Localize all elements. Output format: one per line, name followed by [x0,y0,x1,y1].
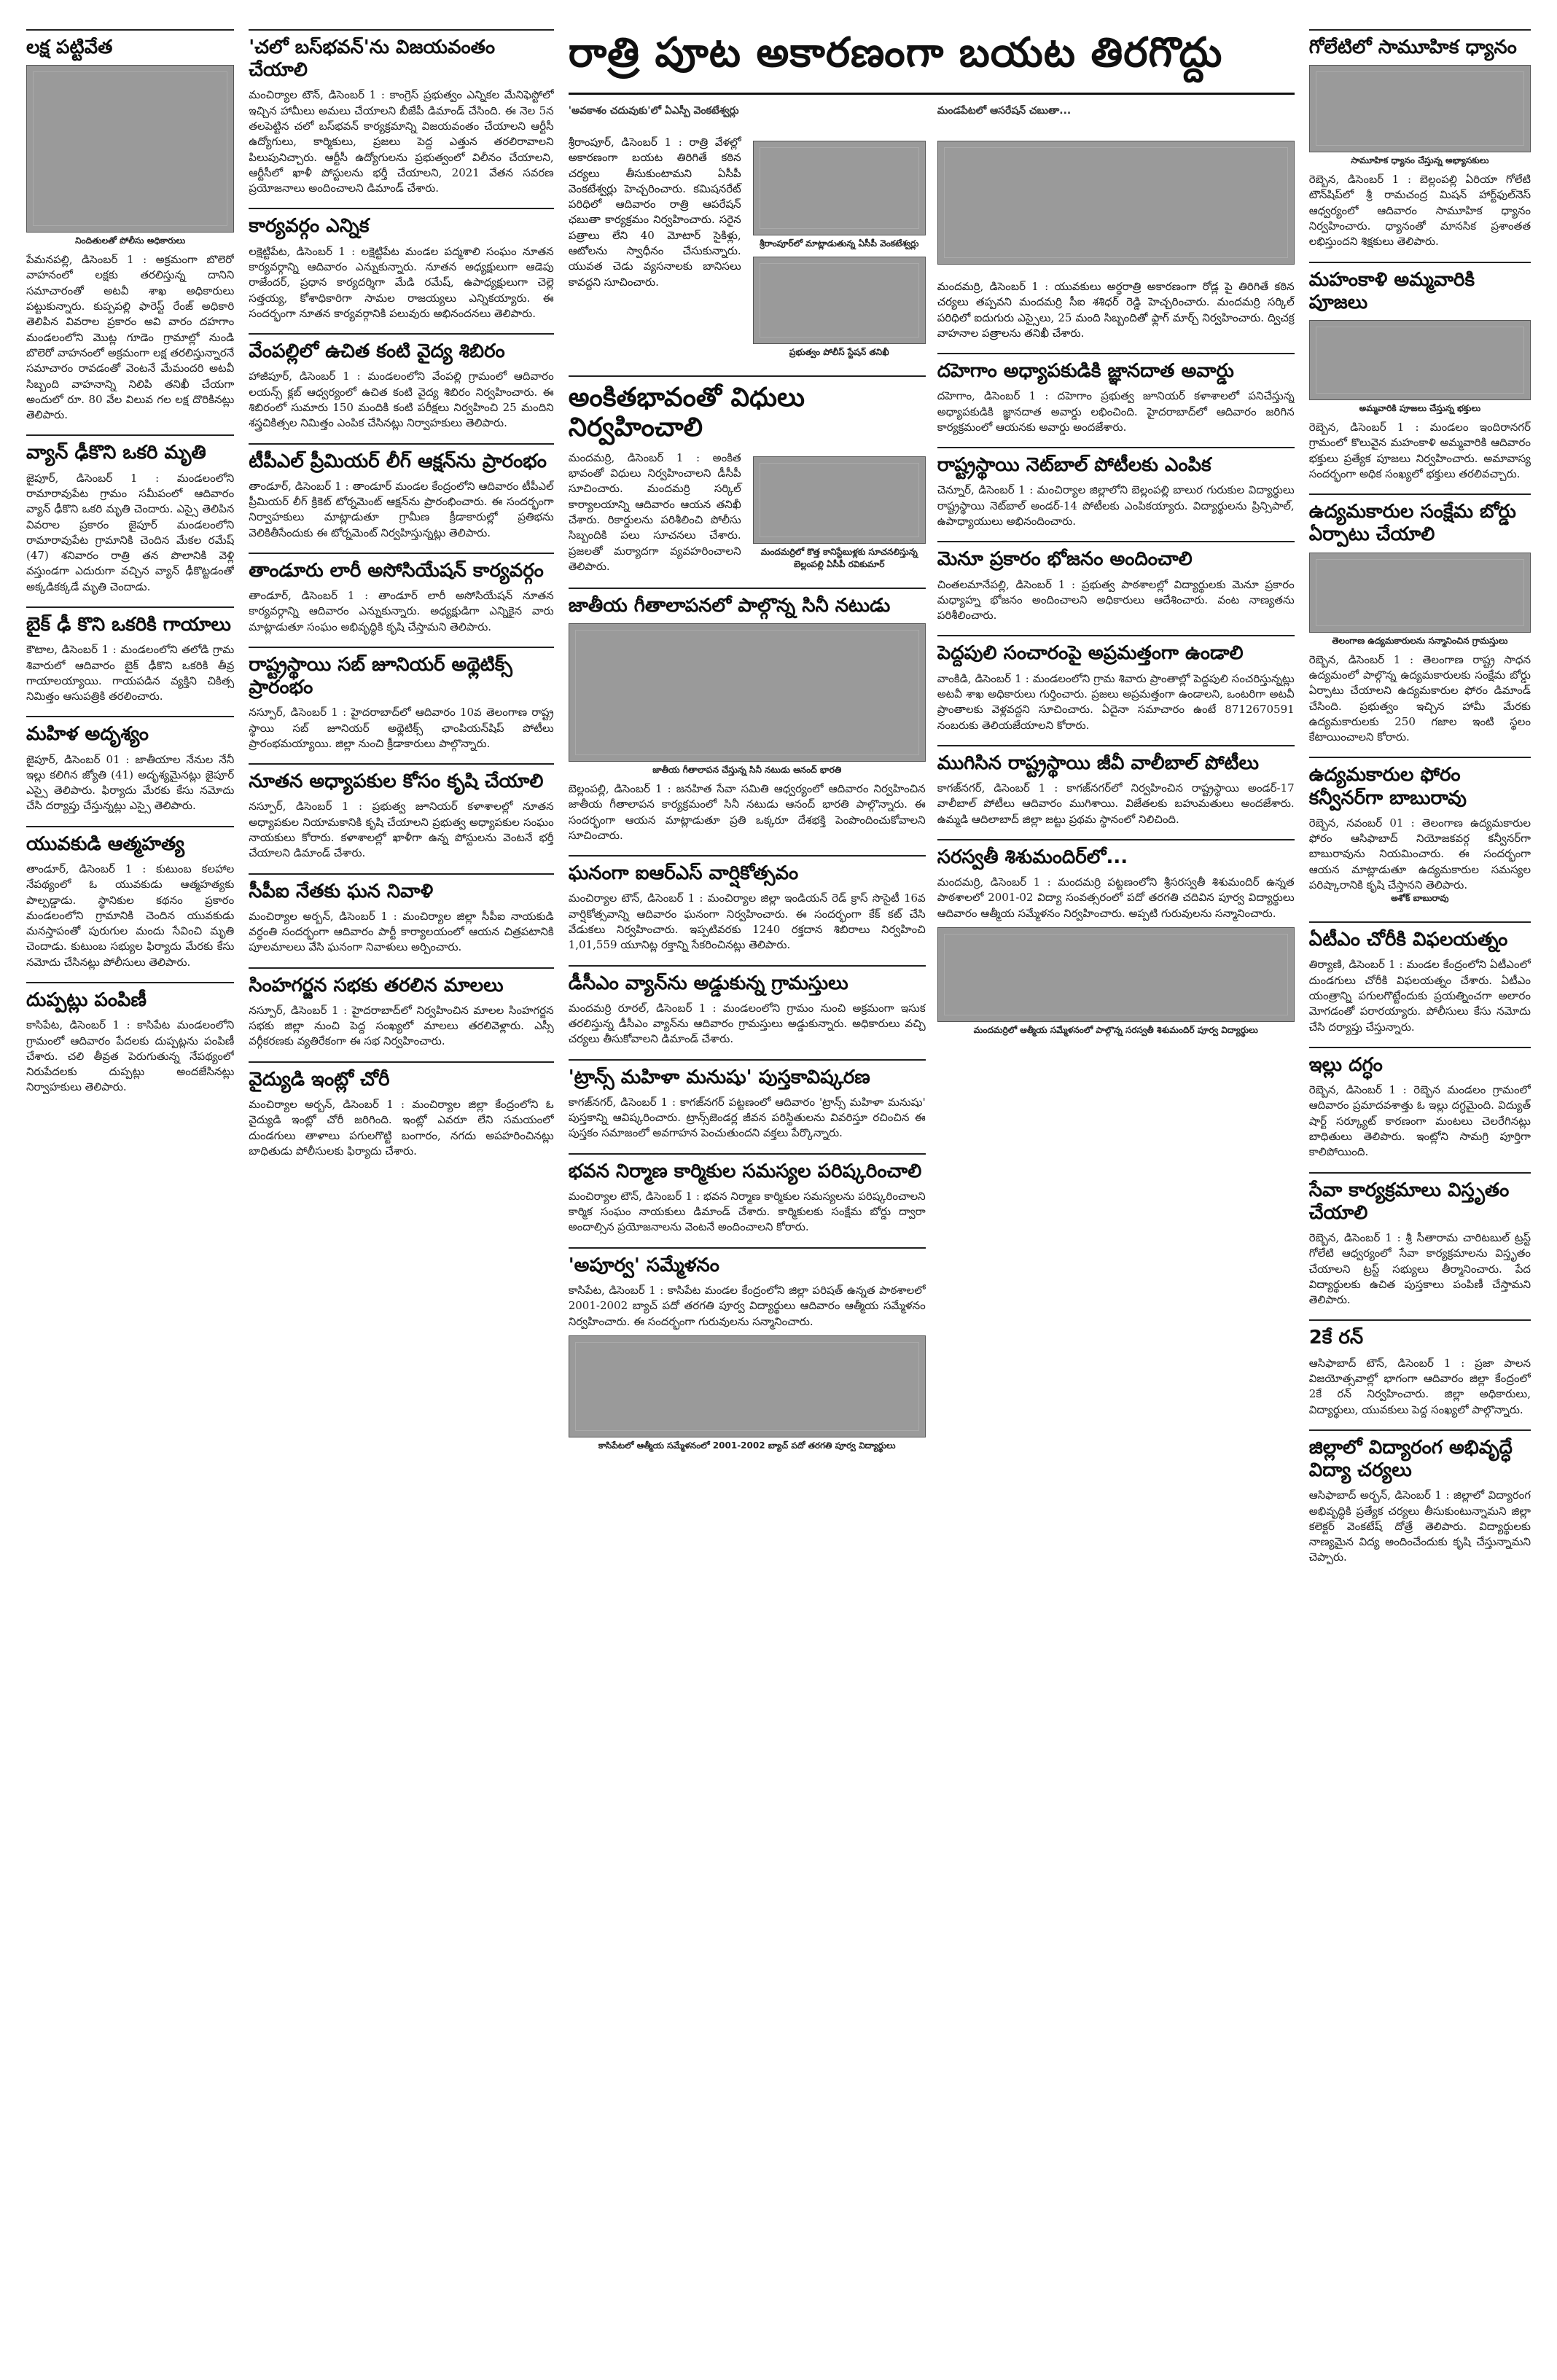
article-mahankali [1309,262,1531,483]
column-5 [1309,29,1531,2358]
article-national-anthem [569,588,926,843]
article-award [937,353,1295,435]
headline: జిల్లాలో విద్యారంగ అభివృద్ధే విద్యా చర్యలు [1308,1436,1513,1482]
article-tiger [937,635,1295,733]
article-body: మందమర్రి, డిసెంబర్ 1 : మందమర్రి పట్టణంలోని శ్రీసరస్వతీ శిశుమందిర్ ఉన్నత పాఠశాలలో 2001-02 విద్యా సంవత్సరంలో పదో తరగతి చదివిన పూర్వ విద్యార్థులు ఆదివారం ఆత్మీయ సమ్మేళనం నిర్వహించారు. అప్పటి గురువులను సన్మానించారు. [937,875,1295,920]
article-body: చింతలమానేపల్లి, డిసెంబర్ 1 : ప్రభుత్వ పాఠశాలల్లో విద్యార్థులకు మెనూ ప్రకారం మధ్యాహ్న భోజనం అందించాలని అధికారులు ఆదేశించారు. వంట నాణ్యతను పరిశీలించారు. [937,577,1295,623]
article-body: రెబ్బెన, నవంబర్ 01 : తెలంగాణ ఉద్యమకారుల ఫోరం ఆసిఫాబాద్ నియోజకవర్గ కన్వీనర్‌గా బాబురావును నియమించారు. ఈ సందర్భంగా ఆయన మాట్లాడుతూ ఉద్యమకారుల సమస్యల పరిష్కారానికి కృషి చేస్తానని తెలిపారు. [1308,816,1531,891]
article-blankets [26,982,234,1096]
article-eye-camp [249,333,553,431]
article-meditation [1309,29,1531,250]
headline: రాష్ట్రస్థాయి నెట్‌బాల్ పోటీలకు ఎంపిక [937,454,1211,477]
article-body: మంచిర్యాల టౌన్, డిసెంబర్ 1 : కాంగ్రెస్ ప్రభుత్వం ఎన్నికల మేనిఫెస్టోలో ఇచ్చిన హామీలు అమలు చేయాలని బీజేపీ డిమాండ్ చేసింది. ఈ నెల 5న తలపెట్టిన చలో బస్‌భవన్ కార్యక్రమాన్ని విజయవంతం చేయాలని ఆర్టీసీ ఉద్యోగులు, కార్మికులు, ప్రజలు పెద్ద ఎత్తున తరలిరావాలని పిలుపునిచ్చారు. ఆర్టీసీ ఉద్యోగులను ప్రభుత్వంలో విలీనం చేయాలని, ఆర్టీసీలో ఖాళీ పోస్టులను భర్తీ చేయాలని, 2021 వేతన సవరణ ప్రయోజనాలు అందించాలని డిమాండ్ చేశారు. [249,88,554,195]
headline: యువకుడి ఆత్మహత్య [26,832,185,855]
headline: దహెగాం అధ్యాపకుడికి జ్ఞానదాత అవార్డు [937,360,1234,383]
article-body: రెబ్బెన, డిసెంబర్ 1 : తెలంగాణ రాష్ట్ర సాధన ఉద్యమంలో పాల్గొన్న ఉద్యమకారులకు సంక్షేమ బోర్డు ఏర్పాటు చేయాలని ఉద్యమకారుల ఫోరం డిమాండ్ చేసింది. ప్రభుత్వం ఇచ్చిన హామీ మేరకు ఉద్యమకారులకు 250 గజాల ఇంటి స్థలం కేటాయించాలని కోరారు. [1308,652,1531,744]
article-house-fire [1309,1047,1531,1160]
article-tpl-league [249,443,553,541]
article-van-accident [26,434,234,595]
article-body: తాండూర్, డిసెంబర్ 1 : తాండూర్ లారీ అసోసియేషన్ నూతన కార్యవర్గాన్ని ఆదివారం ఎన్నుకున్నారు. అధ్యక్షుడిగా ఎన్నికైన వారు మాట్లాడుతూ సంఘం అభివృద్ధికి కృషి చేస్తామని తెలిపారు. [249,589,554,633]
article-body: మందమర్రి, డిసెంబర్ 1 : యువకులు అర్ధరాత్రి అకారణంగా రోడ్ల పై తిరిగితే కఠిన చర్యలు తప్పవని మందమర్రి సీఐ శశిధర్ రెడ్డి హెచ్చరించారు. మందమర్రి సర్కిల్ పరిధిలో ఐదుగురు ఎస్సైలు, 25 మంది సిబ్బందితో ఫ్లాగ్ మార్చ్ నిర్వహించారు. ద్విచక్ర వాహనాల పత్రాలను తనిఖీ చేశారు. [937,280,1295,340]
headline: కార్యవర్గం ఎన్నిక [249,215,370,238]
article-construction-workers [569,1153,926,1236]
news-photo [569,1335,926,1437]
article-atm-theft [1309,921,1531,1035]
headline: లక్ష పట్టివేత [26,36,113,58]
headline: అంకితభావంతో విధులు నిర్వహించాలి [568,383,805,443]
article-body: లక్షెట్టిపేట, డిసెంబర్ 1 : లక్షెట్టిపేట మండల పద్మశాలి సంఘం నూతన కార్యవర్గాన్ని ఆదివారం ఎన్నుకున్నారు. నూతన అధ్యక్షులుగా ఆడెపు రాజేందర్, ప్రధాన కార్యదర్శిగా మేడి రమేష్, ఉపాధ్యక్షులుగా చెల్లె సత్తయ్య, కోశాధికారిగా సామల రాజయ్యలు ఎన్నికయ్యారు. ఈ సందర్భంగా నూతన కార్యవర్గానికి పలువురు అభినందనలు తెలిపారు. [249,244,554,320]
article-simhagarjana [249,967,553,1050]
article-body: మంచిర్యాల అర్బన్, డిసెంబర్ 1 : మంచిర్యాల జిల్లా కేంద్రంలోని ఓ వైద్యుడి ఇంట్లో చోరీ జరిగింది. ఇంట్లో ఎవరూ లేని సమయంలో దుండగులు తాళాలు పగులగొట్టి బంగారం, నగదు అపహరించినట్లు బాధితుడు పోలీసులకు ఫిర్యాదు చేశారు. [249,1097,554,1158]
article-body: మంచిర్యాల టౌన్, డిసెంబర్ 1 : మంచిర్యాల జిల్లా ఇండియన్ రెడ్ క్రాస్ సొసైటీ 16వ వార్షికోత్సవాన్ని ఆదివారం ఘనంగా నిర్వహించారు. ఈ సందర్భంగా కేక్ కట్ చేసి వేడుకలు నిర్వహించారు. ఇప్పటివరకు 1240 రక్తదాన శిబిరాలు నిర్వహించి 1,01,559 యూనిట్ల రక్తాన్ని సేకరించినట్లు తెలిపారు. [568,891,926,952]
news-photo [753,456,926,544]
article-body: వాంకిడి, డిసెంబర్ 1 : మండలంలోని గ్రామ శివారు ప్రాంతాల్లో పెద్దపులి సంచరిస్తున్నట్లు అటవీ శాఖ అధికారులు గుర్తించారు. ప్రజలు అప్రమత్తంగా ఉండాలని, ఒంటరిగా అటవీ ప్రాంతాలకు వెళ్లవద్దని సూచించారు. ఏదైనా సమాచారం ఉంటే 8712670591 నంబరుకు తెలియజేయాలని కోరారు. [937,671,1295,732]
column-3 [569,105,926,2358]
news-photo [753,257,926,344]
article-body: ఆసిఫాబాద్ టౌన్, డిసెంబర్ 1 : ప్రజా పాలన విజయోత్సవాల్లో భాగంగా ఆదివారం జిల్లా కేంద్రంలో 2కే రన్ నిర్వహించారు. జిల్లా అధికారులు, విద్యార్థులు, యువకులు పెద్ద సంఖ్యలో పాల్గొన్నారు. [1308,1356,1531,1416]
lead-subheading: 'అవకాశం చదువుకు'లో ఏఎస్పీ వెంకటేశ్వర్లు [568,105,739,117]
headline: బైక్ ఢీ కొని ఒకరికి గాయాలు [26,614,231,636]
headline: సేవా కార్యక్రమాలు విస్తృతం చేయాలి [1308,1179,1510,1224]
news-photo [937,141,1295,265]
article-education [1309,1429,1531,1566]
article-body: రెబ్బెన, డిసెంబర్ 1 : రెబ్బెన మండలం గ్రామంలో ఆదివారం ప్రమాదవశాత్తు ఓ ఇల్లు దగ్ధమైంది. విద్యుత్ షార్ట్ సర్క్యూట్ కారణంగా మంటలు చెలరేగినట్లు బాధితులు తెలిపారు. ఇంట్లోని సామగ్రి పూర్తిగా కాలిపోయింది. [1308,1083,1531,1159]
headline: సరస్వతీ శిశుమందిర్‌లో... [937,846,1128,868]
headline: సింహగర్జన సభకు తరలిన మాలలు [249,974,504,996]
headline: వైద్యుడి ఇంట్లో చోరీ [249,1068,390,1090]
article-bike-accident [26,606,234,704]
article-body: రెబ్బెన, డిసెంబర్ 1 : బెల్లంపల్లి ఏరియా గోలేటి టౌన్‌షిప్‌లో శ్రీ రామచంద్ర మిషన్ హార్ట్‌ఫుల్‌నెస్ ఆధ్వర్యంలో ఆదివారం సామూహిక ధ్యానం నిర్వహించారు. ధ్యానంతో మానసిక ప్రశాంతత లభిస్తుందని శిక్షకులు తెలిపారు. [1308,173,1531,249]
news-photo [1309,320,1531,400]
headline: ముగిసిన రాష్ట్రస్థాయి జీవీ వాలీబాల్ పోటీలు [937,752,1260,774]
photo-caption: మందమర్రిలో ఆత్మీయ సమ్మేళనంలో పాల్గొన్న సరస్వతీ శిశుమందిర్ పూర్వ విద్యార్థులు [973,1024,1258,1035]
photo-caption: నిందితులతో పోలీసు అధికారులు [75,235,186,246]
article-2k-run [1309,1319,1531,1417]
headline: 'ట్రాన్స్ మహిళా మనుషు' పుస్తకావిష్కరణ [568,1066,870,1088]
article-lorry-association [249,553,553,635]
photo-caption: మందమర్రిలో కొత్త కానిస్టేబుళ్లకు సూచనలిస్తున్న బెల్లంపల్లి ఏసీపీ రవికుమార్ [760,546,918,569]
article-dedication [569,375,926,576]
headline: 'అపూర్వ' సమ్మేళనం [568,1254,719,1276]
headline: ఇల్లు దగ్ధం [1308,1053,1383,1076]
news-photo [569,623,926,762]
headline: గోలేటిలో సామూహిక ధ్యానం [1308,36,1517,58]
article-body: కాగజ్‌నగర్, డిసెంబర్ 1 : కాగజ్‌నగర్ పట్టణంలో ఆదివారం 'ట్రాన్స్ మహిళా మనుషు' పుస్తకాన్ని ఆవిష్కరించారు. ట్రాన్స్‌జెండర్ల జీవన పరిస్థితులను వివరిస్తూ రచించిన ఈ పుస్తకం సమాజంలో అవగాహన పెంచుతుందని వక్తలు పేర్కొన్నారు. [568,1095,926,1140]
article-redcross [569,855,926,953]
article-laksha [26,29,234,423]
article-body: పేమనపల్లి, డిసెంబర్ 1 : అక్రమంగా బొలెరో వాహనంలో లక్షకు తరలిస్తున్న దానిని సమాచారంతో అటవీ శాఖ అధికారులు పట్టుకున్నారు. కుప్పపల్లి ఫారెస్ట్ రేంజ్ అధికారి తెలిపిన వివరాల ప్రకారం అవి వారం దహగాం మండలంలోని మొట్ల గూడెం గ్రామాల్లో నుండి బొలెరో వాహనంలో అక్రమంగా లక్ష తరలిస్తున్నారనే సమాచారం రావడంతో వెంటనే మేమందరి అటవీ సిబ్బంది వాహనాన్ని నిలిపి తనిఖీ చేయగా అందులో రూ. 80 వేల విలువ గల లక్ష దొరికినట్లు తెలిపారు. [26,253,235,422]
article-volleyball [937,745,1295,827]
headline: ఘనంగా ఐఆర్ఎస్ వార్షికోత్సవం [568,862,799,885]
article-body: కాసిపేట, డిసెంబర్ 1 : కాసిపేట మండలంలోని గ్రామంలో ఆదివారం పేదలకు దుప్పట్లను పంపిణీ చేశారు. చలి తీవ్రత పెరుగుతున్న నేపథ్యంలో నిరుపేదలకు దుప్పట్లు అందజేసినట్లు నిర్వాహకులు తెలిపారు. [26,1018,235,1094]
headline: రాష్ట్రస్థాయి సబ్ జూనియర్ అథ్లెటిక్స్ ప్రారంభం [249,653,512,699]
article-cpi-tribute [249,873,553,956]
article-alumni-meet [569,1247,926,1457]
article-body: తాండూర్, డిసెంబర్ 1 : తాండూర్ మండల కేంద్రంలోని ఆదివారం టీపీఎల్ ప్రీమియర్ లీగ్ క్రికెట్ టోర్నమెంట్ ఆక్షన్‌ను ప్రారంభించారు. ఈ సందర్భంగా నిర్వాహకులు మాట్లాడుతూ గ్రామీణ క్రీడాకారుల్లో ప్రతిభను వెలికితీసేందుకు ఈ టోర్నమెంట్ నిర్వహిస్తున్నట్లు తెలిపారు. [249,479,554,539]
article-service [1309,1172,1531,1308]
headline: 2కే రన్ [1308,1327,1364,1349]
article-body: జైపూర్, డిసెంబర్ 01 : జాతీయాల నేనుల నేనీ ఇల్లు కలిగిన జ్యోతి (41) అదృశ్యమైనట్లు జైపూర్ ఎస్సై తెలిపారు. ఫిర్యాదు మేరకు కేసు నమోదు చేసి దర్యాప్తు చేస్తున్నట్లు ఎస్సై తెలిపారు. [26,752,235,813]
article-committee [249,208,553,321]
article-netball [937,447,1295,529]
article-saraswathi [937,839,1295,1042]
headline: భవన నిర్మాణ కార్మికుల సమస్యల పరిష్కరించాలి [568,1160,922,1182]
column-1 [26,29,234,2358]
article-body: తిర్యాణి, డిసెంబర్ 1 : మండల కేంద్రంలోని ఏటీఎంలో దుండగులు చోరీకి విఫలయత్నం చేశారు. ఏటీఎం యంత్రాన్ని పగులగొట్టేందుకు ప్రయత్నించగా అలారం మోగడంతో పరారయ్యారు. పోలీసులు కేసు నమోదు చేసి దర్యాప్తు చేస్తున్నారు. [1308,958,1531,1034]
article-body: చెన్నూర్, డిసెంబర్ 1 : మంచిర్యాల జిల్లాలోని బెల్లంపల్లి బాలుర గురుకుల విద్యార్థులు రాష్ట్రస్థాయి నెట్‌బాల్ అండర్-14 పోటీలకు ఎంపికయ్యారు. విద్యార్థులను ప్రిన్సిపాల్, ఉపాధ్యాయులు అభినందించారు. [937,483,1295,528]
article-book-launch [569,1059,926,1142]
article-body: కౌటాల, డిసెంబర్ 1 : మండలంలోని తలోడి గ్రామ శివారులో ఆదివారం బైక్ ఢీకొని ఒకరికి తీవ్ర గాయాలయ్యాయి. గాయపడిన వ్యక్తిని చికిత్స నిమిత్తం ఆసుపత్రికి తరలించారు. [26,643,235,703]
headline: దుప్పట్లు పంపిణీ [26,989,147,1012]
headline: మెనూ ప్రకారం భోజనం అందించాలి [937,548,1193,571]
article-body: రెబ్బెన, డిసెంబర్ 1 : మండలం ఇందిరానగర్ గ్రామంలో కొలువైన మహంకాళి అమ్మవారికి ఆదివారం భక్తులు ప్రత్యేక పూజలు నిర్వహించారు. అమావాస్య సందర్భంగా అధిక సంఖ్యలో భక్తులు తరలివచ్చారు. [1308,421,1531,480]
column-2 [249,29,553,2358]
headline: నూతన అధ్యాపకుల కోసం కృషి చేయాలి [249,770,544,793]
article-body: మందమర్రి రూరల్, డిసెంబర్ 1 : మండలంలోని గ్రామం నుంచి అక్రమంగా ఇసుక తరలిస్తున్న డీసీఎం వ్యాన్‌ను ఆదివారం గ్రామస్తులు అడ్డుకున్నారు. అధికారులు వచ్చి చర్యలు తీసుకోవాలని డిమాండ్ చేశారు. [568,1001,926,1046]
article-body: కాసిపేట, డిసెంబర్ 1 : కాసిపేట మండల కేంద్రంలోని జిల్లా పరిషత్ ఉన్నత పాఠశాలలో 2001-2002 బ్యాచ్ పదో తరగతి పూర్వ విద్యార్థులు ఆదివారం ఆత్మీయ సమ్మేళనం నిర్వహించారు. ఈ సందర్భంగా గురువులను సన్మానించారు. [568,1283,926,1328]
news-photo [1309,65,1531,152]
article-dcm-van [569,965,926,1047]
lead-kicker: మండపేటలో ఆసరేషన్ చబుతా... [937,105,1072,117]
article-body: జైపూర్, డిసెంబర్ 1 : మండలంలోని రామారావుపేట గ్రామం సమీపంలో ఆదివారం వ్యాన్ ఢీకొని ఒకరి మృతి చెందారు. ఎస్సై తెలిపిన వివరాల ప్రకారం జైపూర్ మండలంలోని రామారావుపేట గ్రామానికి చెందిన మేకల రమేష్ (47) శనివారం రాత్రి తన పొలానికి వెళ్లి వస్తుండగా ఎదురుగా వచ్చిన వ్యాన్ ఢీకొట్టడంతో అక్కడికక్కడే మృతి చెందాడు. [26,471,235,593]
article-body: నస్పూర్, డిసెంబర్ 1 : హైదరాబాద్‌లో ఆదివారం 10వ తెలంగాణ రాష్ట్ర స్థాయి సబ్ జూనియర్ అథ్లెటిక్స్ ఛాంపియన్‌షిప్ పోటీలు ప్రారంభమయ్యాయి. జిల్లా నుంచి క్రీడాకారులు పాల్గొన్నారు. [249,706,554,750]
headline: జాతీయ గీతాలాపనలో పాల్గొన్న సినీ నటుడు [568,594,891,617]
article-body: మంచిర్యాల అర్బన్, డిసెంబర్ 1 : మంచిర్యాల జిల్లా సీపీఐ నాయకుడి వర్ధంతి సందర్భంగా ఆదివారం పార్టీ కార్యాలయంలో ఆయన చిత్రపటానికి పూలమాలలు వేసి ఘనంగా నివాళులు అర్పించారు. [249,909,554,954]
photo-caption: శ్రీరాంపూర్‌లో మాట్లాడుతున్న ఏసీపీ వెంకటేశ్వర్లు [760,238,919,249]
article-body: హాజీపూర్, డిసెంబర్ 1 : మండలంలోని వేంపల్లి గ్రామంలో ఆదివారం లయన్స్ క్లబ్ ఆధ్వర్యంలో ఉచిత కంటి వైద్య శిబిరం నిర్వహించారు. ఈ శిబిరంలో సుమారు 150 మందికి కంటి పరీక్షలు నిర్వహించి 25 మందిని శస్త్రచికిత్సల నిమిత్తం ఎంపిక చేసినట్లు నిర్వాహకులు తెలిపారు. [249,370,554,430]
photo-caption: అశోక్ బాబురావు [1391,893,1449,904]
headline: ఉద్యమకారుల సంక్షేమ బోర్డు ఏర్పాటు చేయాలి [1308,501,1516,546]
headline: వ్యాన్ ఢీకొని ఒకరి మృతి [26,442,206,464]
photo-caption: తెలంగాణ ఉద్యమకారులను సన్మానించిన గ్రామస్తులు [1332,635,1508,646]
article-menu [937,541,1295,623]
headline: సీపీఐ నేతకు ఘన నివాళి [249,880,434,902]
article-body: తాండూర్, డిసెంబర్ 1 : కుటుంబ కలహాల నేపథ్యంలో ఓ యువకుడు ఆత్మహత్యకు పాల్పడ్డాడు. స్థానికుల కథనం ప్రకారం మండలంలోని గ్రామానికి చెందిన యువకుడు మనస్తాపంతో పురుగుల మందు సేవించి మృతి చెందాడు. కుటుంబ సభ్యుల ఫిర్యాదు మేరకు కేసు నమోదు చేసినట్లు పోలీసులు తెలిపారు. [26,862,235,969]
article-body: బెల్లంపల్లి, డిసెంబర్ 1 : జనహిత సేవా సమితి ఆధ్వర్యంలో ఆదివారం నిర్వహించిన జాతీయ గీతాలాపన కార్యక్రమంలో సినీ నటుడు ఆనంద్ భారతి పాల్గొన్నారు. ఈ సందర్భంగా ఆయన మాట్లాడుతూ ప్రతి ఒక్కరూ దేశభక్తి పెంపొందించుకోవాలని సూచించారు. [568,781,926,842]
headline: ఏటీఎం చోరీకి విఫలయత్నం [1308,929,1508,951]
article-body: మంచిర్యాల టౌన్, డిసెంబర్ 1 : భవన నిర్మాణ కార్మికుల సమస్యలను పరిష్కరించాలని కార్మిక సంఘం నాయకులు డిమాండ్ చేశారు. కార్మికులకు సంక్షేమ బోర్డు ద్వారా అందాల్సిన ప్రయోజనాలను వెంటనే అందించాలని కోరారు. [568,1189,926,1234]
headline: పెద్దపులి సంచారంపై అప్రమత్తంగా ఉండాలి [937,642,1244,665]
article-athletics [249,647,553,752]
lead-section [569,29,1295,2358]
news-photo [1309,553,1531,633]
article-woman-missing [26,716,234,814]
article-body: శ్రీరాంపూర్, డిసెంబర్ 1 : రాత్రి వేళల్లో అకారణంగా బయట తిరిగితే కఠిన చర్యలు తీసుకుంటామని ఏసీపీ వెంకటేశ్వర్లు హెచ్చరించారు. కమిషనరేట్ పరిధిలో ఆదివారం రాత్రి ఆపరేషన్ ఛబుతా కార్యక్రమం నిర్వహించారు. సరైన పత్రాలు లేని 40 మోటార్ సైకిళ్లు, ఆటోలను స్వాధీనం చేసుకున్నారు. యువత చెడు వ్యసనాలకు బానిసలు కావద్దని సూచించారు. [568,136,741,289]
article-body: నస్పూర్, డిసెంబర్ 1 : ప్రభుత్వ జూనియర్ కళాశాలల్లో నూతన అధ్యాపకుల నియామకానికి కృషి చేయాలని ప్రభుత్వ అధ్యాపకుల సంఘం నాయకులు కోరారు. కళాశాలల్లో ఖాళీగా ఉన్న పోస్టులను వెంటనే భర్తీ చేయాలని డిమాండ్ చేశారు. [249,800,554,860]
headline: మహిళ అదృశ్యం [26,723,149,746]
news-photo [753,141,926,235]
column-4 [937,105,1295,2358]
article-body: దహెగాం, డిసెంబర్ 1 : దహెగాం ప్రభుత్వ జూనియర్ కళాశాలలో పనిచేస్తున్న అధ్యాపకుడికి జ్ఞానదాత అవార్డు లభించింది. హైదరాబాద్‌లో ఆదివారం జరిగిన కార్యక్రమంలో ఆయనకు అవార్డు అందజేశారు. [937,389,1295,434]
photo-caption: అమ్మవారికి పూజలు చేస్తున్న భక్తులు [1359,403,1481,414]
photo-caption: జాతీయ గీతాలాపన చేస్తున్న సినీ నటుడు ఆనంద్ భారతి [652,764,842,775]
headline: టీపీఎల్ ప్రీమియర్ లీగ్ ఆక్షన్‌ను ప్రారంభం [249,450,547,472]
headline: ఉద్యమకారుల ఫోరం కన్వీనర్‌గా బాబురావు [1308,764,1467,809]
photo-caption: కాసిపేటలో ఆత్మీయ సమ్మేళనంలో 2001-2002 బ్యాచ్ పదో తరగతి పూర్వ విద్యార్థులు [598,1440,896,1451]
photo-caption: సామూహిక ధ్యానం చేస్తున్న అభ్యాసకులు [1351,155,1489,166]
lead-headline: రాత్రి పూట అకారణంగా బయట తిరగొద్దు [569,29,1295,95]
article-body: ఆసిఫాబాద్ అర్బన్, డిసెంబర్ 1 : జిల్లాలో విద్యారంగ అభివృద్ధికి ప్రత్యేక చర్యలు తీసుకుంటున్నామని జిల్లా కలెక్టర్ వెంకటేష్ దోత్రే తెలిపారు. విద్యార్థులకు నాణ్యమైన విద్య అందించేందుకు కృషి చేస్తున్నామని చెప్పారు. [1308,1489,1531,1564]
news-photo [937,927,1295,1022]
headline: డీసీఎం వ్యాన్‌ను అడ్డుకున్న గ్రామస్తులు [568,972,848,994]
article-welfare-board [1309,493,1531,745]
article-body: రెబ్బెన, డిసెంబర్ 1 : శ్రీ సీతారామ చారిటబుల్ ట్రస్ట్ గోలేటి ఆధ్వర్యంలో సేవా కార్యక్రమాలను విస్తృతం చేయాలని ట్రస్ట్ సభ్యులు తీర్మానించారు. పేద విద్యార్థులకు ఉచిత పుస్తకాలు పంపిణీ చేస్తామని తెలిపారు. [1308,1230,1531,1307]
article-body: కాగజ్‌నగర్, డిసెంబర్ 1 : కాగజ్‌నగర్‌లో నిర్వహించిన రాష్ట్రస్థాయి అండర్-17 వాలీబాల్ పోటీలు ఆదివారం ముగిశాయి. విజేతలకు బహుమతులు అందజేశారు. ఉమ్మడి ఆదిలాబాద్ జిల్లా జట్టు ప్రథమ స్థానంలో నిలిచింది. [937,781,1295,826]
article-theft [249,1061,553,1159]
article-chalo-bus-bhavan [249,29,553,196]
article-body: నస్పూర్, డిసెంబర్ 1 : హైదరాబాద్‌లో నిర్వహించిన మాలల సింహగర్జన సభకు జిల్లా నుంచి పెద్ద సంఖ్యలో మాలలు తరలివెళ్లారు. ఎస్సీ వర్గీకరణకు వ్యతిరేకంగా ఈ సభ నిర్వహించారు. [249,1003,554,1048]
headline: తాండూరు లారీ అసోసియేషన్ కార్యవర్గం [249,559,544,582]
article-body: మందమర్రి, డిసెంబర్ 1 : అంకిత భావంతో విధులు నిర్వహించాలని డీసీపీ సూచించారు. మందమర్రి సర్కిల్ కార్యాలయాన్ని ఆదివారం ఆయన తనిఖీ చేశారు. రికార్డులను పరిశీలించి పోలీసు సిబ్బందికి పలు సూచనలు చేశారు. ప్రజలతో మర్యాదగా వ్యవహరించాలని తెలిపారు. [568,450,741,573]
photo-caption: ప్రభుత్వం పోలీస్ స్టేషన్ తనిఖీ [789,347,889,357]
news-photo [26,65,234,233]
headline: మహంకాళి అమ్మవారికి పూజలు [1308,268,1475,313]
headline: 'చలో బస్‌భవన్'ను విజయవంతం చేయాలి [249,36,496,82]
article-convener [1309,757,1531,910]
article-lecturers [249,763,553,861]
headline: వేంపల్లిలో ఉచిత కంటి వైద్య శిబిరం [249,340,505,363]
article-suicide [26,826,234,970]
